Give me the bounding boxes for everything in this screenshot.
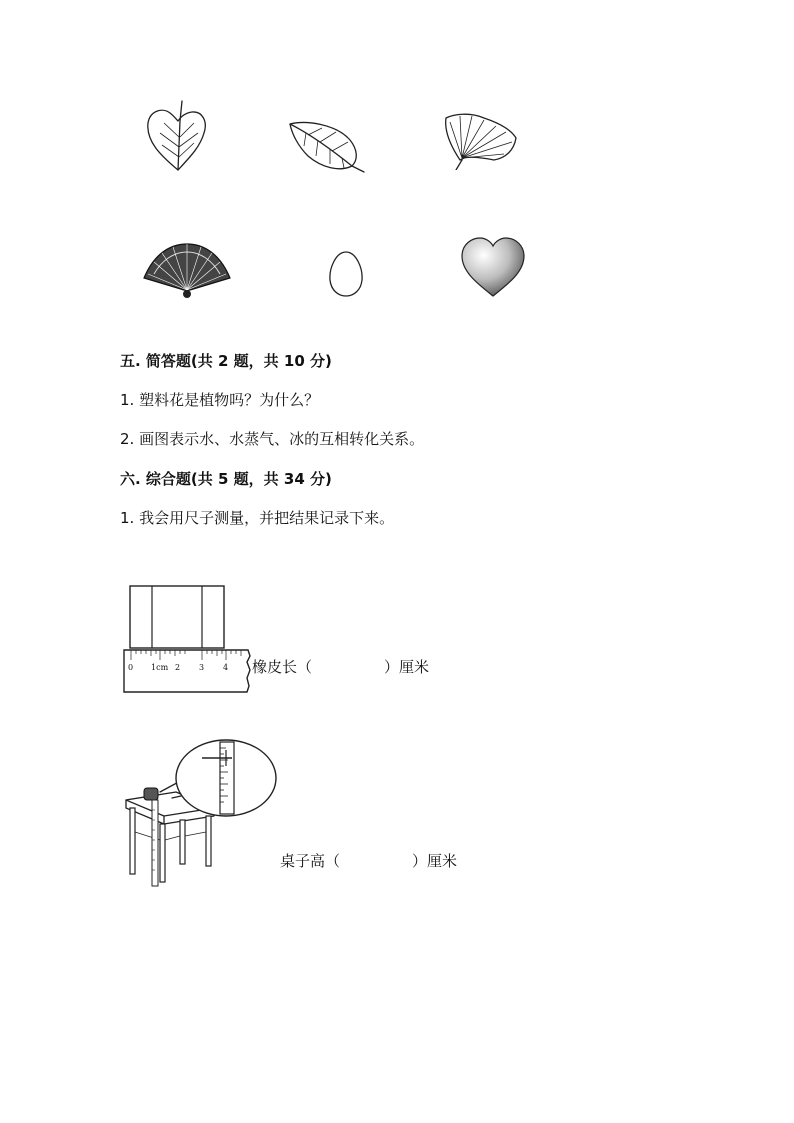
eraser-answer-suffix: ）厘米 [384,658,430,676]
ruler-tick-1: 1cm [151,663,169,672]
section5-question-2: 2. 画图表示水、水蒸气、冰的互相转化关系。 [120,430,425,448]
section5-title: 五. 简答题(共 2 题，共 10 分) [120,352,332,370]
magnifier-callout [160,740,276,816]
eraser-shape [130,586,224,648]
ruler-tick-4: 4 [223,663,229,672]
desk-measurement-figure [120,736,280,888]
ruler-tick-0: 0 [128,663,134,672]
folding-fan-icon [140,240,234,302]
oval-leaf-icon [286,118,366,174]
desk-answer-prefix: 桌子高（ [280,852,341,870]
eraser-ruler-figure [118,584,258,696]
eraser-answer-line [252,658,429,676]
ruler-tick-2: 2 [175,663,181,672]
ginkgo-leaf-icon [440,108,520,170]
ruler-tick-3: 3 [199,663,205,672]
heart-leaf-icon [140,97,212,175]
desk-answer-suffix: ）厘米 [412,852,458,870]
section6-title: 六. 综合题(共 5 题，共 34 分) [120,470,332,488]
desk-answer-line [280,852,457,870]
section6-question-1: 1. 我会用尺子测量，并把结果记录下来。 [120,509,395,527]
heart-icon [458,236,528,300]
ruler [124,650,250,692]
eraser-answer-prefix: 橡皮长（ [252,658,313,676]
section5-question-1: 1. 塑料花是植物吗？为什么？ [120,391,320,409]
egg-icon [326,250,366,298]
